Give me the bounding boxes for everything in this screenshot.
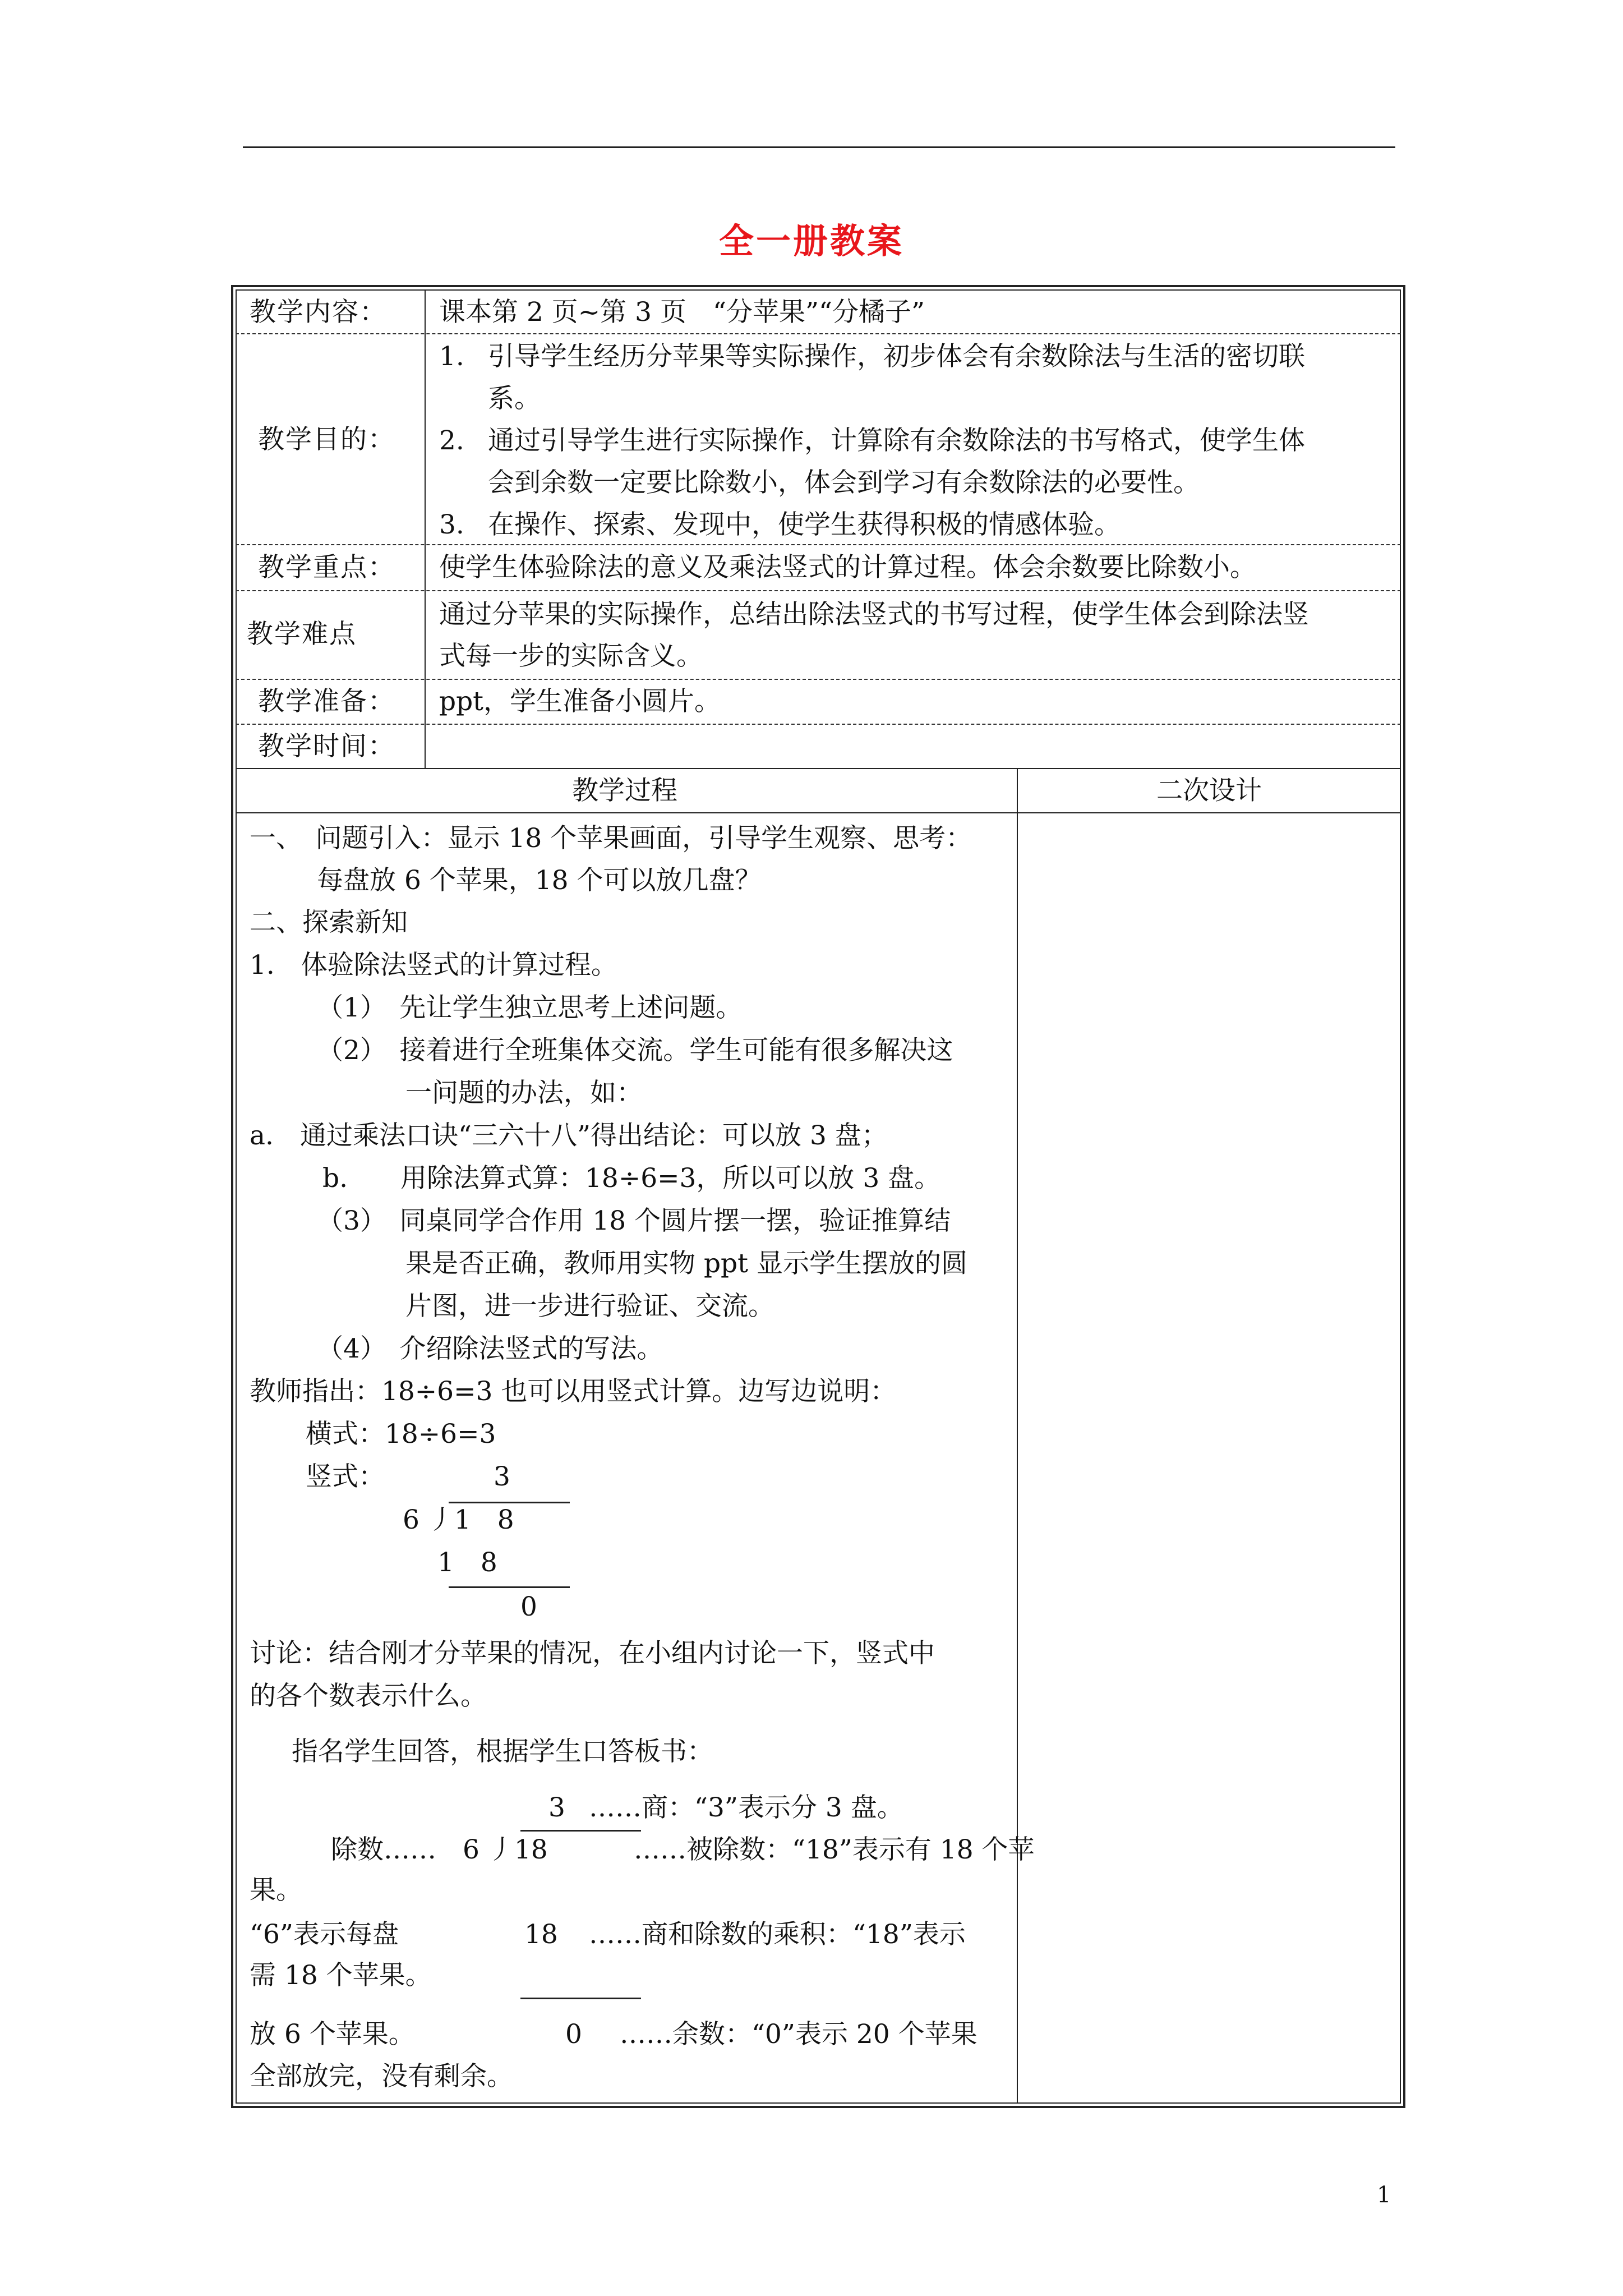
board-dividend-note: ……被除数：“18”表示有 18 个苹 — [634, 1834, 1035, 1865]
page-title: 全一册教案 — [718, 220, 904, 261]
difficulty-text-cont: 式每一步的实际含义。 — [439, 641, 703, 671]
process-line: 每盘放 6 个苹果，18 个可以放几盘？ — [317, 865, 762, 896]
process-line: 竖式： — [306, 1461, 385, 1492]
goal-number: 3. — [439, 509, 464, 540]
process-line: （4） 介绍除法竖式的写法。 — [317, 1333, 663, 1364]
board-subtract-line — [520, 1998, 641, 1999]
process-line: （1） 先让学生独立思考上述问题。 — [317, 992, 743, 1023]
division-product: 1 8 — [437, 1547, 497, 1578]
page-number: 1 — [1377, 2182, 1391, 2208]
process-line: b. 用除法算式算：18÷6=3，所以可以放 3 盘。 — [322, 1163, 941, 1194]
goal-text: 通过引导学生进行实际操作，计算除有余数除法的书写格式，使学生体 — [488, 425, 1305, 456]
time-label: 教学时间： — [258, 731, 395, 762]
process-line: a. 通过乘法口诀“三六十八”得出结论：可以放 3 盘； — [250, 1120, 888, 1151]
board-quotient-note: ……商：“3”表示分 3 盘。 — [589, 1792, 903, 1823]
header-rule — [243, 146, 1395, 148]
row-separator — [236, 724, 1401, 725]
goal-text-cont: 会到余数一定要比除数小，体会到学习有余数除法的必要性。 — [488, 467, 1200, 498]
process-line: 一、 问题引入：显示 18 个苹果画面，引导学生观察、思考： — [250, 823, 972, 854]
process-line: 的各个数表示什么。 — [250, 1681, 487, 1711]
key-point-value: 使学生体验除法的意义及乘法竖式的计算过程。体会余数要比除数小。 — [439, 552, 1256, 583]
board-divisor-note-cont: 放 6 个苹果。 — [250, 2019, 415, 2050]
content-label: 教学内容： — [250, 297, 387, 328]
goal-number: 1. — [439, 341, 464, 372]
board-dividend-note-cont: 果。 — [250, 1875, 302, 1906]
process-line: 果是否正确，教师用实物 ppt 显示学生摆放的圆 — [405, 1248, 967, 1279]
division-quotient: 3 — [494, 1461, 510, 1492]
process-header: 教学过程 — [572, 775, 677, 806]
process-line: （3） 同桌同学合作用 18 个圆片摆一摆，验证推算结 — [317, 1205, 951, 1236]
process-line: 横式：18÷6=3 — [306, 1419, 496, 1450]
prep-label: 教学准备： — [258, 686, 395, 717]
process-column-divider — [1017, 768, 1018, 2104]
goal-label: 教学目的： — [258, 424, 395, 455]
board-division-bar — [520, 1830, 641, 1832]
board-divisor-note: “6”表示每盘 — [250, 1919, 399, 1950]
board-remainder: 0 — [565, 2019, 582, 2050]
process-line: 1. 体验除法竖式的计算过程。 — [250, 950, 617, 981]
goal-number: 2. — [439, 425, 464, 456]
goal-text: 在操作、探索、发现中，使学生获得积极的情感体验。 — [488, 509, 1121, 540]
board-product-note: ……商和除数的乘积：“18”表示 — [589, 1919, 966, 1950]
row-separator — [236, 679, 1401, 680]
goal-text-cont: 系。 — [488, 383, 541, 414]
board-product: 18 — [524, 1919, 558, 1950]
process-line: 教师指出：18÷6=3 也可以用竖式计算。边写边说明： — [250, 1376, 897, 1407]
process-line: 一问题的办法，如： — [405, 1078, 643, 1108]
board-remainder-note: ……余数：“0”表示 20 个苹果 — [620, 2019, 978, 2050]
row-separator — [236, 590, 1401, 591]
process-line: 指名学生回答，根据学生口答板书： — [292, 1736, 713, 1767]
row-separator — [236, 544, 1401, 545]
process-line: （2） 接着进行全班集体交流。学生可能有很多解决这 — [317, 1035, 953, 1066]
second-design-header: 二次设计 — [1156, 775, 1262, 806]
board-quotient: 3 — [548, 1792, 565, 1823]
key-point-label: 教学重点： — [258, 552, 395, 583]
goal-text: 引导学生经历分苹果等实际操作，初步体会有余数除法与生活的密切联 — [488, 341, 1305, 372]
division-remainder: 0 — [520, 1591, 537, 1622]
process-line: 片图，进一步进行验证、交流。 — [405, 1291, 774, 1322]
board-product-note-cont: 需 18 个苹果。 — [250, 1960, 432, 1991]
process-line: 二、探索新知 — [250, 907, 408, 938]
prep-value: ppt，学生准备小圆片。 — [439, 686, 721, 717]
process-line: 讨论：结合刚才分苹果的情况，在小组内讨论一下，竖式中 — [250, 1638, 935, 1669]
info-column-divider — [425, 289, 426, 768]
content-value: 课本第 2 页~第 3 页 “分苹果”“分橘子” — [439, 297, 925, 328]
board-remainder-note-cont: 全部放完，没有剩余。 — [250, 2061, 513, 2092]
board-divisor-line: 除数…… 6 丿18 — [331, 1834, 548, 1865]
difficulty-text: 通过分苹果的实际操作，总结出除法竖式的书写过程，使学生体会到除法竖 — [439, 599, 1309, 630]
division-divisor-dividend: 6 丿1 8 — [403, 1504, 514, 1535]
division-subtract-line — [449, 1586, 570, 1588]
difficulty-label: 教学难点 — [247, 619, 357, 650]
